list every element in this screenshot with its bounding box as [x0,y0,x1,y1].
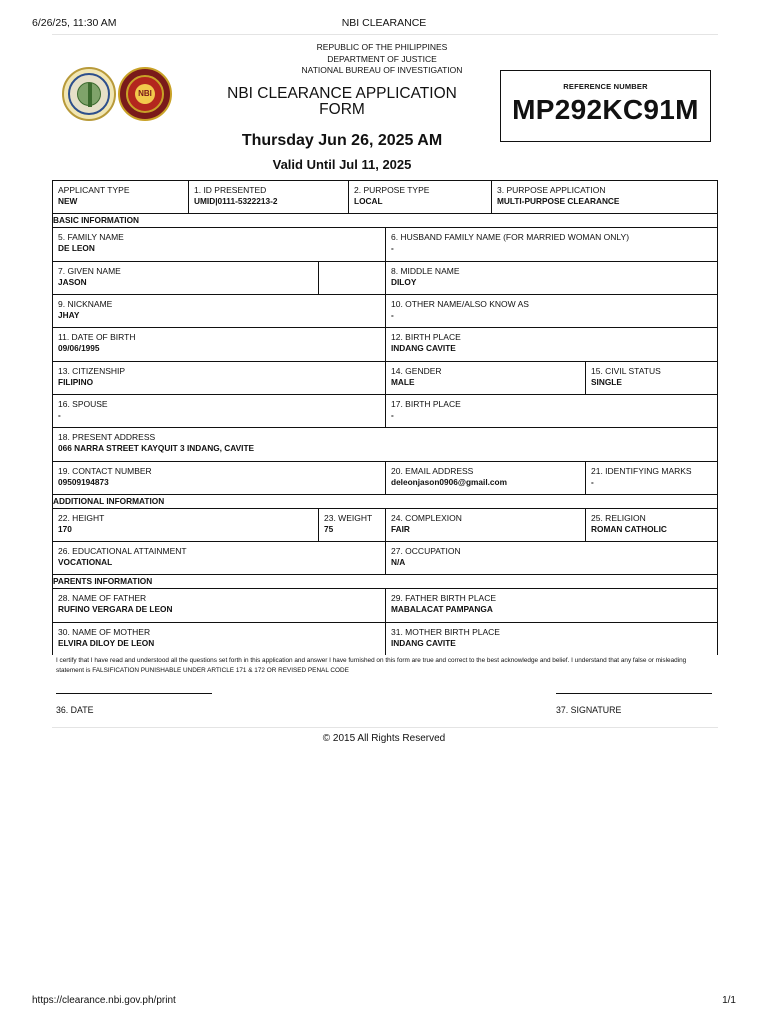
field-value: ROMAN CATHOLIC [591,524,667,534]
nbi-seal-icon [118,67,172,121]
field-label: 6. HUSBAND FAMILY NAME (FOR MARRIED WOMAN ONLY) [391,232,630,242]
present-address-cell [53,428,717,461]
field-value: INDANG CAVITE [391,343,456,353]
other-name-cell [386,295,717,327]
signature-line [556,693,712,694]
husband-family-name-cell [386,228,717,261]
form-title-line2: FORM [319,101,365,118]
field-label: 26. EDUCATIONAL ATTAINMENT [58,546,187,556]
email-cell [386,462,586,494]
certification-statement: I certify that I have read and understood all the questions set forth in this application and answer I have furnished on this form are true and correct to the best acknowledge and belief. I understand that any false or misleading statement is FALSIFICATION PUNISHABLE UNDER ARTICLE 171 & 172 OR REVISED PENAL CODE [56,657,687,674]
date-label: 36. DATE [56,705,94,715]
parents-information-header [52,575,718,589]
reference-number: MP292KC91M [512,94,699,125]
spouse-cell [53,395,386,427]
family-name-cell [53,228,386,261]
field-label: 18. PRESENT ADDRESS [58,432,156,442]
field-label: 13. CITIZENSHIP [58,366,126,376]
row-physical [52,509,718,542]
field-label: 19. CONTACT NUMBER [58,466,152,476]
agency-line-bureau: NATIONAL BUREAU OF INVESTIGATION [301,65,463,75]
field-value: MULTI-PURPOSE CLEARANCE [497,196,620,206]
row-citizenship [52,362,718,395]
additional-information-header [52,495,718,509]
row-birth [52,328,718,362]
given-name-cell [53,262,319,294]
mother-birth-place-cell [386,623,717,655]
field-value: UMID|0111-5322213-2 [194,196,278,206]
row-contact [52,462,718,495]
gender-cell [386,362,586,394]
field-label: 14. GENDER [391,366,442,376]
field-label: 1. ID PRESENTED [194,185,267,195]
form-title [212,86,472,118]
field-value: FAIR [391,524,410,534]
bottom-divider [52,727,718,728]
field-label: 24. COMPLEXION [391,513,462,523]
signature-label: 37. SIGNATURE [556,705,622,715]
field-label: 10. OTHER NAME/ALSO KNOW AS [391,299,529,309]
identifying-marks-cell [586,462,717,494]
field-label: 8. MIDDLE NAME [391,266,460,276]
row-given-name [52,262,718,295]
field-label: 20. EMAIL ADDRESS [391,466,474,476]
row-mother [52,623,718,655]
field-label: 29. FATHER BIRTH PLACE [391,593,497,603]
complexion-cell [386,509,586,541]
field-label: 25. RELIGION [591,513,646,523]
citizenship-cell [53,362,386,394]
spouse-birth-place-cell [386,395,717,427]
agency-line-department: DEPARTMENT OF JUSTICE [327,53,437,64]
field-value: deleonjason0906@gmail.com [391,477,507,487]
row-address [52,428,718,462]
field-value: - [58,410,61,420]
field-label: APPLICANT TYPE [58,185,130,195]
print-datetime: 6/26/25, 11:30 AM [32,17,117,29]
field-value: - [391,410,394,420]
field-value: JASON [58,277,87,287]
education-cell [53,542,386,574]
agency-line-republic: REPUBLIC OF THE PHILIPPINES [316,42,448,52]
field-label: 21. IDENTIFYING MARKS [591,466,692,476]
date-line [56,693,212,694]
field-label: 5. FAMILY NAME [58,232,124,242]
top-divider [52,34,718,35]
field-value: VOCATIONAL [58,557,113,567]
religion-cell [586,509,717,541]
field-value: 170 [58,524,72,534]
purpose-type-cell [349,181,492,213]
field-value: 09/06/1995 [58,343,100,353]
field-value: NEW [58,196,78,206]
field-value: 75 [324,524,334,534]
print-title: NBI CLEARANCE [341,17,427,29]
field-label: 3. PURPOSE APPLICATION [497,185,606,195]
row-education [52,542,718,575]
occupation-cell [386,542,717,574]
valid-until: Valid Until Jul 11, 2025 [272,157,412,172]
field-label: 15. CIVIL STATUS [591,366,661,376]
print-url: https://clearance.nbi.gov.ph/print [32,995,176,1006]
field-label: 9. NICKNAME [58,299,113,309]
print-header [32,17,736,31]
field-value: MALE [391,377,415,387]
field-value: INDANG CAVITE [391,638,456,648]
field-label: 30. NAME OF MOTHER [58,627,151,637]
application-form-grid [52,180,718,655]
field-value: JHAY [58,310,80,320]
purpose-application-cell [492,181,717,213]
section-title: ADDITIONAL INFORMATION [53,496,165,506]
date-of-birth-cell [53,328,386,361]
field-value: RUFINO VERGARA DE LEON [58,604,173,614]
row-nickname [52,295,718,328]
nbi-seal-text: NBI [138,89,152,98]
field-label: 11. DATE OF BIRTH [58,332,136,342]
height-cell [53,509,319,541]
section-title: PARENTS INFORMATION [53,576,153,586]
print-page-number: 1/1 [722,995,736,1006]
reference-label: REFERENCE NUMBER [563,82,648,91]
field-value: ELVIRA DILOY DE LEON [58,638,155,648]
section-title: BASIC INFORMATION [53,215,140,225]
field-value: 066 NARRA STREET KAYQUIT 3 INDANG, CAVITE [58,443,255,453]
row-family-name [52,228,718,262]
civil-status-cell [586,362,717,394]
basic-information-header [52,214,718,228]
field-value: N/A [391,557,406,567]
middle-name-cell [386,262,717,294]
field-value: - [391,243,394,253]
reference-box [500,70,711,142]
field-label: 2. PURPOSE TYPE [354,185,430,195]
id-presented-cell [189,181,349,213]
birth-place-cell [386,328,717,361]
field-label: 28. NAME OF FATHER [58,593,147,603]
field-value: 09509194873 [58,477,109,487]
form-title-line1: NBI CLEARANCE APPLICATION [227,85,457,102]
copyright: © 2015 All Rights Reserved [322,733,446,744]
field-label: 7. GIVEN NAME [58,266,121,276]
application-date: Thursday Jun 26, 2025 AM [241,132,443,149]
field-label: 23. WEIGHT [324,513,373,523]
weight-cell [319,509,386,541]
field-value: DE LEON [58,243,95,253]
field-label: 17. BIRTH PLACE [391,399,461,409]
field-label: 31. MOTHER BIRTH PLACE [391,627,500,637]
top-row [52,180,718,214]
doj-seal-icon [62,67,116,121]
nickname-cell [53,295,386,327]
field-value: DILOY [391,277,417,287]
field-value: SINGLE [591,377,622,387]
field-value: MABALACAT PAMPANGA [391,604,493,614]
field-label: 27. OCCUPATION [391,546,461,556]
father-name-cell [53,589,386,622]
field-label: 22. HEIGHT [58,513,105,523]
field-value: LOCAL [354,196,383,206]
field-label: 16. SPOUSE [58,399,108,409]
contact-number-cell [53,462,386,494]
given-name-blank-cell [319,262,386,294]
field-value: FILIPINO [58,377,94,387]
field-label: 12. BIRTH PLACE [391,332,461,342]
applicant-type-cell [53,181,189,213]
field-value: - [391,310,394,320]
mother-name-cell [53,623,386,655]
row-spouse [52,395,718,428]
father-birth-place-cell [386,589,717,622]
row-father [52,589,718,623]
field-value: - [591,477,594,487]
